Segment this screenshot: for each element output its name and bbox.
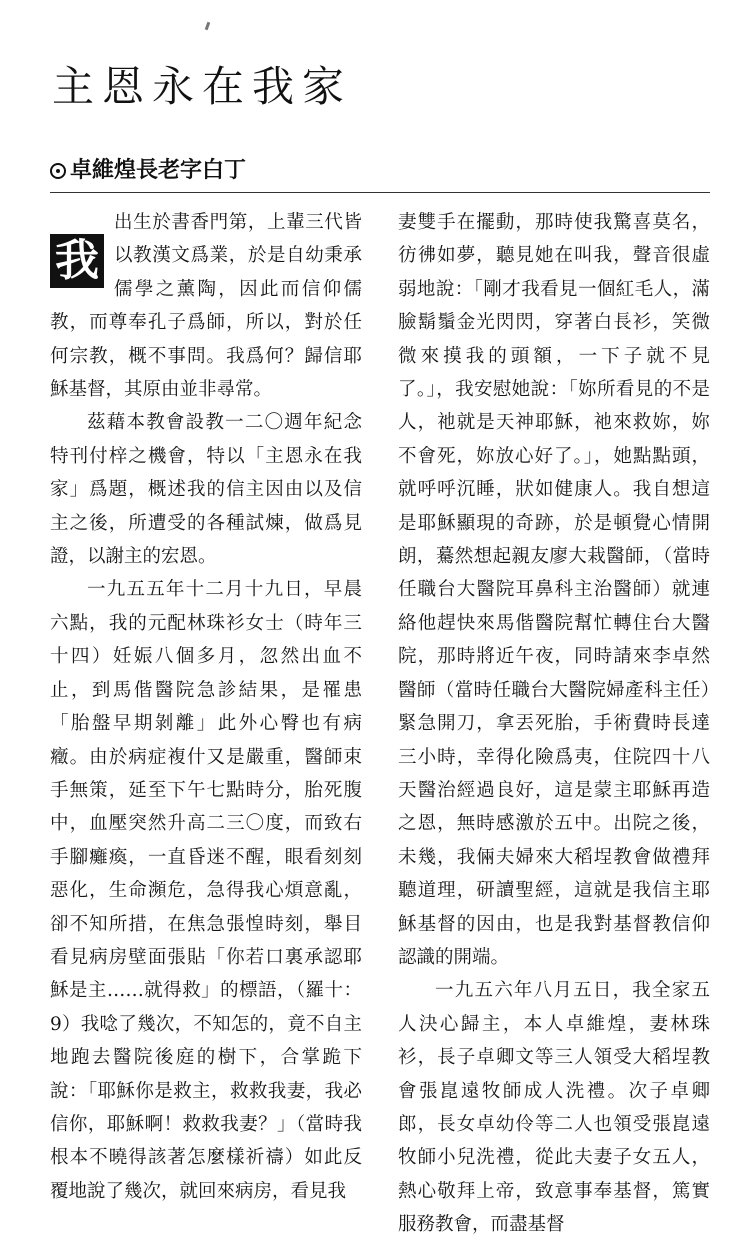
article-title: 主恩永在我家 (52, 62, 353, 111)
paragraph: 一九五五年十二月十九日，早晨六點，我的元配林珠衫女士（時年三十四）妊娠八個多月，忽然出血不止，到馬偕醫院急診結果，是罹患「胎盤早期剝離」此外心臀也有病癥。由於病症複什又是嚴重，醫師束手無策，延至下午七點時分，胎死腹中，血壓突然升高二三〇度，而致右手腳癱瘓，一直昏迷不醒，眼看刻刻惡化，生命瀕危，急得我心煩意亂，卻不知所措，在焦急張惶時刻，舉目看見病房壁面張貼「你若口裏承認耶穌是主……就得救」的標語，（羅十：9）我唸了幾次，不知怎的，竟不自主地跑去醫院後庭的樹下，合掌跪下說：「耶穌你是救主，救救我妻，我必信你，耶穌啊！救救我妻？」（當時我根本不曉得該著怎麼樣祈禱）如此反覆地說了幾次，就回來病房，看見我 (50, 579, 362, 1202)
scan-mark (205, 22, 211, 31)
header-divider (50, 192, 710, 193)
paragraph: 茲藉本教會設教一二〇週年紀念特刊付梓之機會，特以「主恩永在我家」爲題，概述我的信主因由以及信主之後，所遭受的各種試煉，做爲見證，以謝主的宏恩。 (50, 412, 362, 568)
drop-cap: 我 (50, 234, 104, 288)
paragraph: 妻雙手在擺動，那時使我驚喜莫名，彷彿如夢，聽見她在叫我，聲音很虛弱地說：「剛才我看見一個紅毛人，滿臉鬍鬚金光閃閃，穿著白長衫，笑微微來摸我的頭額，一下子就不見了。」，我安慰她說：「妳所看見的不是人，祂就是天神耶穌，祂來救妳，妳不會死，妳放心好了。」，她點點頭，就呼呼沉睡，狀如健康人。我自想這是耶穌顯現的奇跡，於是頓覺心情開朗，驀然想起親友廖大栽醫師，（當時任職台大醫院耳鼻科主治醫師）就連絡他趕快來馬偕醫院幫忙轉住台大醫院，那時將近午夜，同時請來李卓然醫師（當時任職台大醫院婦產科主任）緊急開刀，拿丟死胎，手術費時長達三小時，幸得化險爲夷，住院四十八天醫治經過良好，這是蒙主耶穌再造之恩，無時感激於五中。出院之後，未幾，我倆夫婦來大稻埕教會做禮拜聽道理，研讀聖經，這就是我信主耶穌基督的因由，也是我對基督教信仰認識的開端。 (398, 212, 710, 968)
circle-bullet-icon (50, 163, 66, 179)
right-column (398, 206, 710, 1242)
paragraph: 一九五六年八月五日，我全家五人決心歸主，本人卓維煌，妻林珠衫，長子卓卿文等三人領受大稻埕教會張崑遠牧師成人洗禮。次子卓卿郎，長女卓幼伶等二人也領受張崑遠牧師小兒洗禮，從此夫妻子女五人，熱心敬拜上帝，致意事奉基督，篤實服務教會，而盡基督 (398, 980, 710, 1236)
paragraph: 出生於書香門第，上輩三代皆以教漢文爲業，於是自幼秉承儒學之薰陶，因此而信仰儒教，而尊奉孔子爲師，所以，對於任何宗教，概不事問。我爲何？歸信耶穌基督，其原由並非尋常。 (50, 212, 362, 401)
left-column (50, 206, 362, 1208)
byline (50, 157, 246, 185)
author-name: 卓維煌長老字白丁 (70, 158, 247, 183)
